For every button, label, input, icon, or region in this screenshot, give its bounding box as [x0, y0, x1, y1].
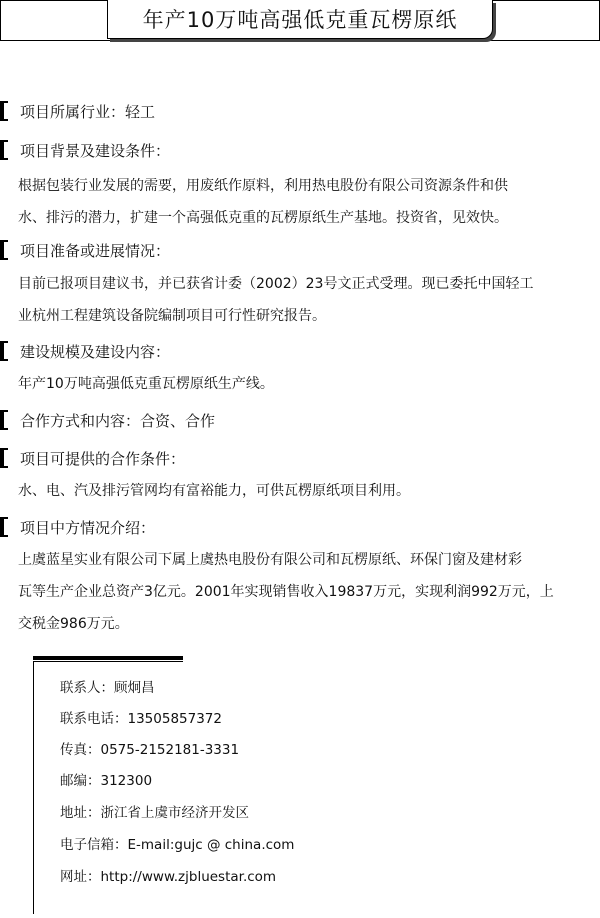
section-heading: 项目可提供的合作条件：: [20, 449, 186, 468]
section-background: [0, 139, 170, 161]
bracket-icon: [0, 410, 8, 430]
paragraph-line: 交税金986万元。: [18, 616, 129, 632]
document-title: 年产10万吨高强低克重瓦楞原纸: [107, 0, 493, 39]
contact-person: 联系人：顾炯昌: [60, 680, 155, 696]
section-heading: 项目背景及建设条件：: [20, 141, 171, 160]
paragraph-line: 上虞蓝星实业有限公司下属上虞热电股份有限公司和瓦楞原纸、环保门窗及建材彩: [18, 552, 522, 568]
section-heading: 合作方式和内容：合资、合作: [20, 411, 216, 430]
section-chinese-party-body: [18, 544, 600, 640]
section-conditions: [0, 447, 185, 469]
section-heading: 项目所属行业：轻工: [20, 102, 156, 121]
section-cooperation: [0, 409, 215, 431]
paragraph-line: 根据包装行业发展的需要，用废纸作原料，利用热电股份有限公司资源条件和供: [18, 178, 508, 194]
bracket-icon: [0, 140, 8, 160]
section-chinese-party: [0, 516, 155, 538]
header-frame-bottom: [0, 40, 600, 41]
section-heading: 项目准备或进展情况：: [20, 241, 171, 260]
bracket-icon: [0, 240, 8, 260]
paragraph-line: 水、排污的潜力，扩建一个高强低克重的瓦楞原纸生产基地。投资省，见效快。: [18, 210, 508, 226]
section-progress-body: [18, 268, 600, 332]
contact-phone: 联系电话：13505857372: [60, 711, 222, 727]
contact-fax: 传真：0575-2152181-3331: [60, 742, 240, 758]
section-heading: 项目中方情况介绍：: [20, 518, 156, 537]
contact-website[interactable]: 网址：http://www.zjbluestar.com: [60, 869, 277, 885]
section-progress: [0, 239, 170, 261]
bracket-icon: [0, 341, 8, 361]
bracket-icon: [0, 517, 8, 537]
contact-address: 地址：浙江省上虞市经济开发区: [60, 805, 249, 821]
paragraph-line: 瓦等生产企业总资产3亿元。2001年实现销售收入19837万元，实现利润992万元，上: [18, 584, 554, 600]
paragraph-line: 年产10万吨高强低克重瓦楞原纸生产线。: [18, 376, 274, 392]
paragraph-line: 目前已报项目建议书，并已获省计委（2002）23号文正式受理。现已委托中国轻工: [18, 276, 534, 292]
contact-email[interactable]: 电子信箱：E-mail:gujc @ china.com: [60, 837, 295, 853]
section-scale-body: [18, 368, 600, 400]
section-conditions-body: [18, 475, 600, 507]
bracket-icon: [0, 101, 8, 121]
section-background-body: [18, 170, 600, 234]
contact-divider: [33, 656, 183, 662]
section-heading: 建设规模及建设内容：: [20, 342, 171, 361]
paragraph-line: 水、电、汽及排污管网均有富裕能力，可供瓦楞原纸项目利用。: [18, 483, 410, 499]
header-frame-left: [0, 0, 1, 40]
contact-postcode: 邮编：312300: [60, 773, 153, 789]
section-industry: [0, 100, 155, 122]
bracket-icon: [0, 448, 8, 468]
paragraph-line: 业杭州工程建筑设备院编制项目可行性研究报告。: [18, 308, 326, 324]
section-scale: [0, 340, 170, 362]
contact-side-rule: [33, 662, 34, 914]
